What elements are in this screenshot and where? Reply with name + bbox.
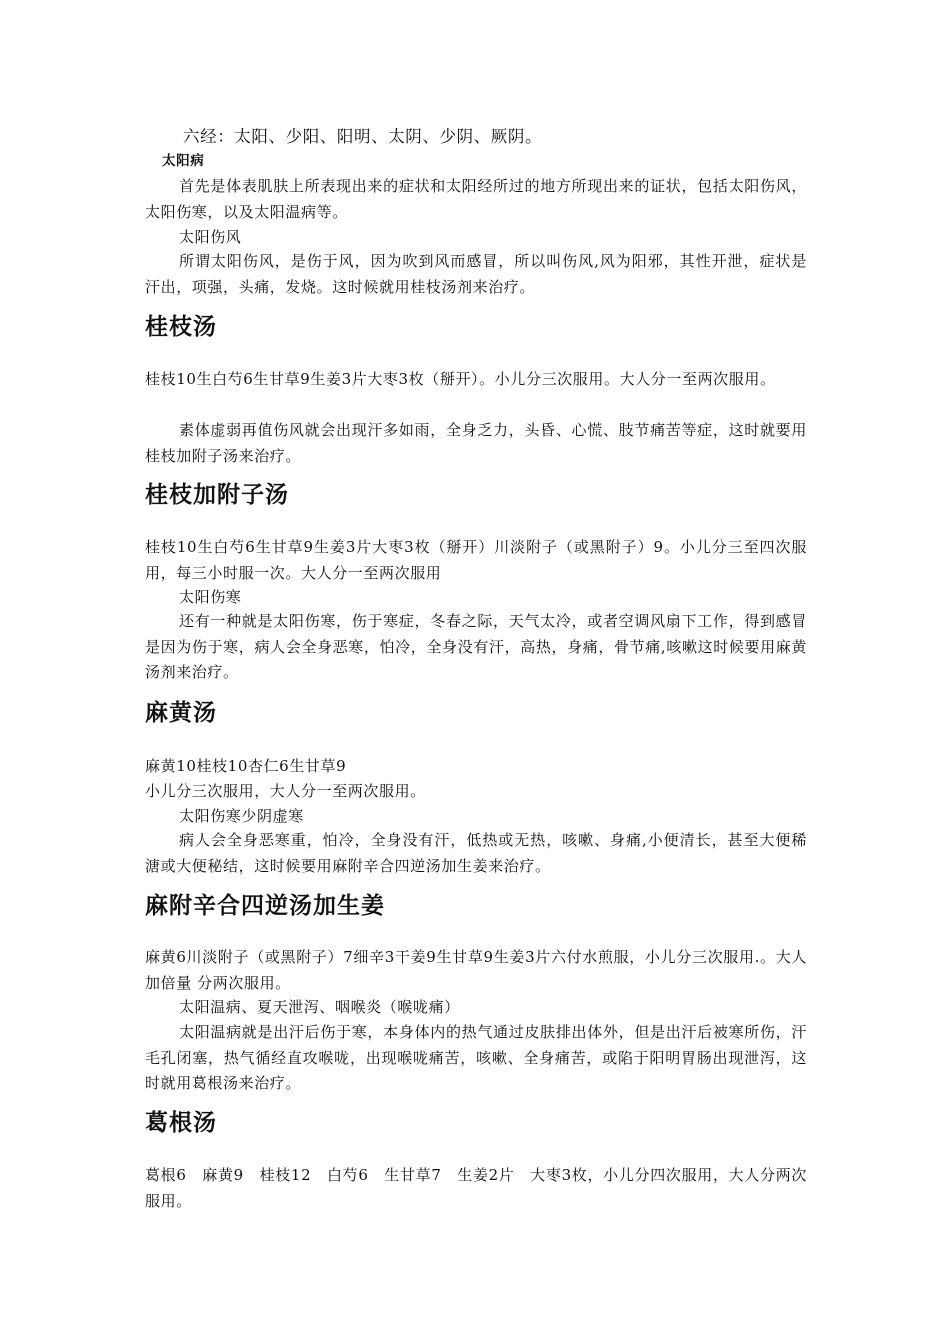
subheading: 太阳伤寒 xyxy=(179,588,242,606)
section-title: 太阳病 xyxy=(162,153,205,169)
recipe: 麻黄10桂枝10杏仁6生甘草9 xyxy=(145,757,347,775)
paragraph: 素体虚弱再值伤风就会出现汗多如雨，全身乏力，头昏、心慌、肢节痛苦等症，这时就要用桂枝加附子汤来治疗。 xyxy=(145,421,807,465)
subheading: 太阳伤风 xyxy=(179,228,242,246)
paragraph: 所谓太阳伤风，是伤于风，因为吹到风而感冒，所以叫伤风,风为阳邪，其性开泄，症状是汗出，项强，头痛，发烧。这时候就用桂枝汤剂来治疗。 xyxy=(145,252,807,296)
subheading: 太阳温病、夏天泄泻、咽喉炎（喉咙痛） xyxy=(179,998,460,1016)
recipe-dosage: 小儿分三次服用，大人分一至两次服用。 xyxy=(145,782,426,800)
subheading: 太阳伤寒少阴虚寒 xyxy=(179,807,304,825)
heading-mahuang: 麻黄汤 xyxy=(145,700,217,726)
paragraph: 首先是体表肌肤上所表现出来的症状和太阳经所过的地方所现出来的证状，包括太阳伤风，太阳伤寒，以及太阳温病等。 xyxy=(145,177,807,221)
paragraph: 病人会全身恶寒重，怕冷，全身没有汗，低热或无热，咳嗽、身痛,小便清长，甚至大便稀溏或大便秘结，这时候要用麻附辛合四逆汤加生姜来治疗。 xyxy=(145,831,807,875)
heading-guizhi: 桂枝汤 xyxy=(145,314,217,340)
heading-gegen: 葛根汤 xyxy=(145,1110,217,1136)
paragraph: 还有一种就是太阳伤寒，伤于寒症，冬春之际，天气太冷，或者空调风扇下工作，得到感冒是因为伤于寒，病人会全身恶寒，怕冷，全身没有汗，高热，身痛，骨节痛,咳嗽这时候要用麻黄汤剂来治疗。 xyxy=(145,612,807,681)
recipe: 麻黄6川淡附子（或黑附子）7细辛3干姜9生甘草9生姜3片六付水煎服，小儿分三次服用.。大人加倍量 分两次服用。 xyxy=(145,948,807,992)
recipe: 桂枝10生白芍6生甘草9生姜3片大枣3枚（掰开）川淡附子（或黑附子）9。小儿分三至四次服用，每三小时服一次。大人分一至两次服用 xyxy=(145,538,807,582)
recipe: 桂枝10生白芍6生甘草9生姜3片大枣3枚（掰开）。小儿分三次服用。大人分一至两次服用。 xyxy=(145,370,776,388)
paragraph: 太阳温病就是出汗后伤于寒，本身体内的热气通过皮肤排出体外，但是出汗后被寒所伤，汗毛孔闭塞，热气循经直攻喉咙，出现喉咙痛苦，咳嗽、全身痛苦，或陷于阳明胃肠出现泄泻，这时就用葛根汤来治疗。 xyxy=(145,1023,807,1092)
heading-guizhi-fuzi: 桂枝加附子汤 xyxy=(145,482,289,508)
heading-mafuxin: 麻附辛合四逆汤加生姜 xyxy=(145,893,385,919)
recipe: 葛根6 麻黄9 桂枝12 白芍6 生甘草7 生姜2片 大枣3枚，小儿分四次服用，大人分两次服用。 xyxy=(145,1166,807,1210)
six-channels-line: 六经：太阳、少阳、阳明、太阴、少阴、厥阴。 xyxy=(183,127,543,146)
